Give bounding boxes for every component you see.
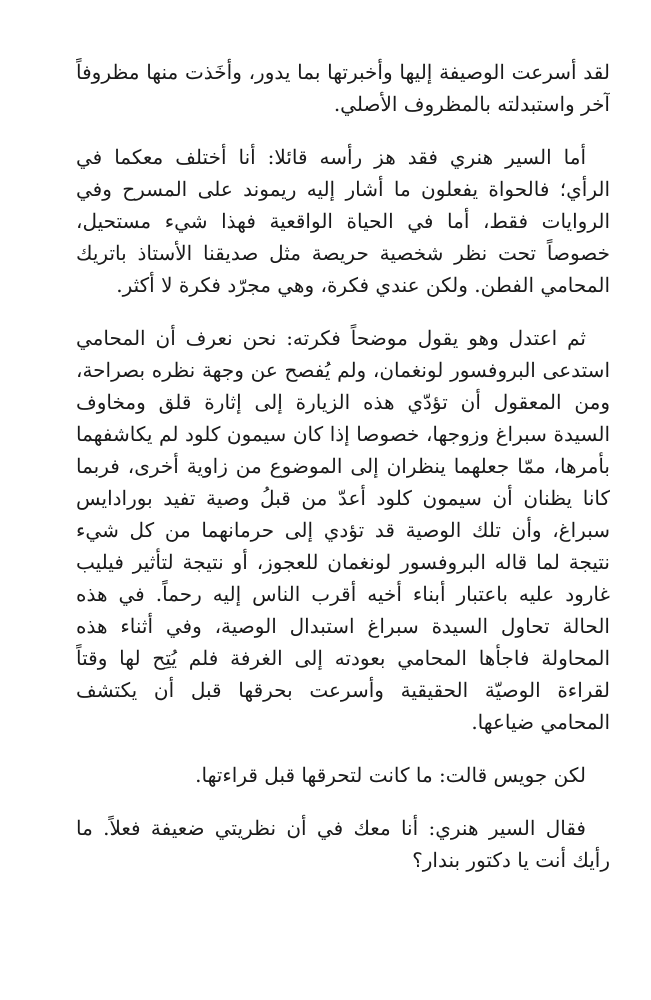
paragraph-5: فقال السير هنري: أنا معك في أن نظريتي ضعيفة فعلاً. ما رأيك أنت يا دكتور بندار؟: [76, 816, 610, 872]
paragraph-3: ثم اعتدل وهو يقول موضحاً فكرته: نحن نعرف أن المحامي استدعى البروفسور لونغمان، ولم يُفصح عن وجهة نظره بصراحة، ومن المعقول أن تؤدّي هذه الزيارة إلى إثارة قلق ومخاوف السيدة سبراغ وزوجها، خصوصا إذا كان سيمون كلود لم يكاشفهما بأمرها، ممّا جعلهما ينظران إلى الموضوع من زاوية أخرى، فربما كانا يظنان أن سيمون كلود أعدّ من قبلُ وصية تفيد بورادايس سبراغ، وأن تلك الوصية قد تؤدي إلى حرمانهما من كل شيء نتيجة لما قاله البروفسور لونغمان للعجوز، أو نتيجة لتأثير فيليب غارود عليه باعتبار أبناء أخيه أقرب الناس إليه رحماً. في هذه الحالة تحاول السيدة سبراغ استبدال الوصية، وفي أثناء هذه المحاولة فاجأها المحامي بعودته إلى الغرفة فلم يُتِح لها وقتاً لقراءة الوصيّة الحقيقية وأسرعت بحرقها قبل أن يكتشف المحامي ضياعها.: [76, 326, 610, 734]
paragraph-4: لكن جويس قالت: ما كانت لتحرقها قبل قراءتها.: [195, 763, 586, 787]
book-page: [76, 56, 610, 986]
paragraph-2: أما السير هنري فقد هز رأسه قائلا: أنا أختلف معكما في الرأي؛ فالحواة يفعلون ما أشار إليه ريموند على المسرح وفي الروايات فقط، أما في الحياة الواقعية فهذا شيء مستحيل، خصوصاً تحت نظر شخصية حريصة مثل صديقنا الأستاذ باتريك المحامي الفطن. ولكن عندي فكرة، وهي مجرّد فكرة لا أكثر.: [76, 145, 610, 297]
paragraph-1: لقد أسرعت الوصيفة إليها وأخبرتها بما يدور، وأخَذت منها مظروفاً آخر واستبدلته بالمظروف الأصلي.: [76, 60, 610, 116]
